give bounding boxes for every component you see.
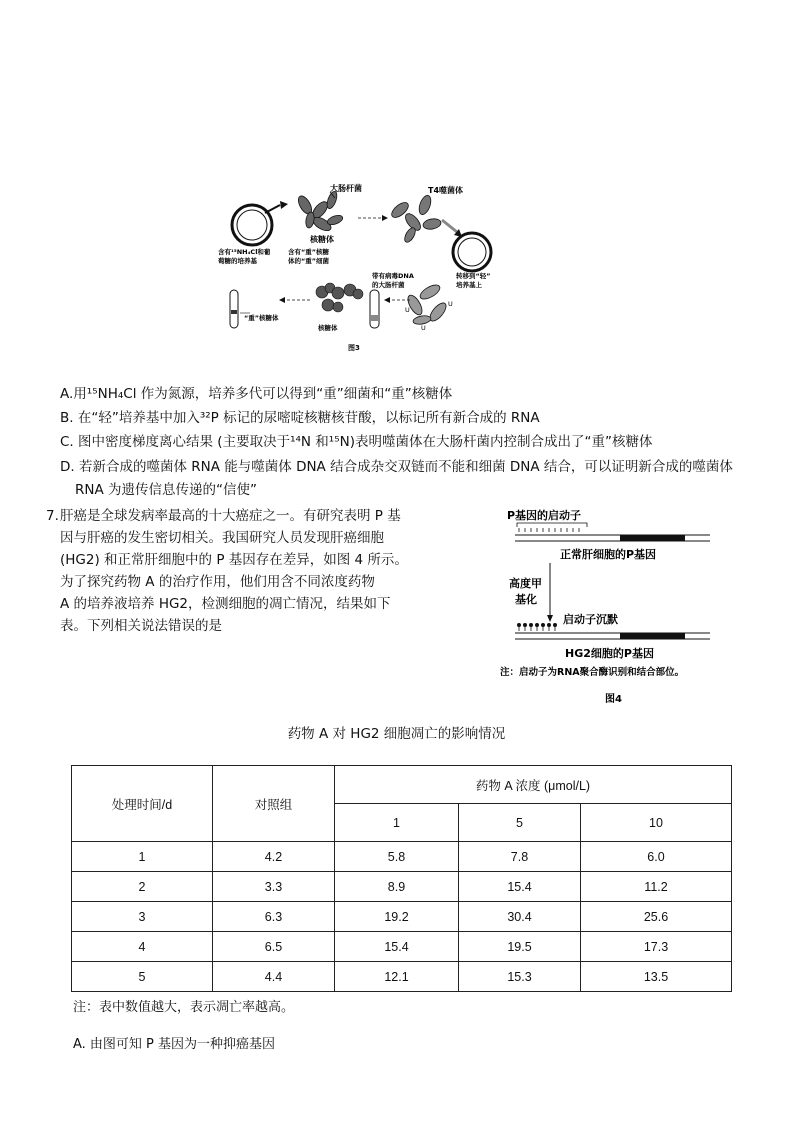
q7-line: A 的培养液培养 HG2，检测细胞的凋亡情况，结果如下 (60, 596, 391, 612)
fig3-label-infected-2: 的大肠杆菌 (372, 281, 405, 289)
q7-line: 因与肝癌的发生密切相关。我国研究人员发现肝癌细胞 (60, 530, 384, 546)
table-cell: 25.6 (581, 902, 732, 932)
option-a: A.用¹⁵NH₄Cl 作为氮源，培养多代可以得到“重”细菌和“重”核糖体 (60, 386, 453, 402)
fig3-label-medium-2: 萄糖的培养基 (218, 257, 257, 265)
table-header-conc: 5 (459, 804, 581, 842)
fig3-label-medium-1: 含有¹⁵NH₄Cl和葡 (218, 248, 271, 256)
fig3-caption: 图3 (348, 344, 360, 352)
table-header-time: 处理时间/d (72, 766, 213, 842)
fig4-promoter-label: P基因的启动子 (507, 509, 582, 522)
fig3-label-transfer-2: 培养基上 (456, 281, 482, 289)
table-row (72, 872, 732, 902)
bacteria-cluster-icon (296, 190, 344, 233)
table-cell: 30.4 (459, 902, 581, 932)
table-row (72, 842, 732, 872)
phage-infection-icon (389, 194, 442, 244)
table-cell: 17.3 (581, 932, 732, 962)
q7-line: 表。下列相关说法错误的是 (60, 618, 222, 634)
fig4-normal-label: 正常肝细胞的P基因 (560, 548, 657, 561)
fig4-hg2-label: HG2细胞的P基因 (565, 647, 654, 660)
petri-dish-icon (232, 205, 272, 245)
table-header-conc: 10 (581, 804, 732, 842)
test-tube-icon (370, 290, 379, 328)
fig3-label-heavy-2: 体的“重”细菌 (288, 257, 330, 265)
option-c: C. 图中密度梯度离心结果 (主要取决于¹⁴N 和¹⁵N)表明噬菌体在大肠杆菌内控制合成出了“重”核糖体 (60, 434, 653, 450)
fig3-label-t4: T4噬菌体 (428, 186, 464, 195)
fig3-label-ecoli: 大肠杆菌 (330, 184, 362, 193)
petri-dish-icon (453, 233, 491, 271)
figure-4-diagram (495, 505, 755, 710)
fig4-methyl-label-2: 基化 (515, 593, 537, 606)
table-note: 注：表中数值越大，表示凋亡率越高。 (73, 1000, 295, 1015)
table-cell: 4 (72, 932, 213, 962)
table-cell: 5.8 (335, 842, 459, 872)
table-cell: 1 (72, 842, 213, 872)
table-cell: 12.1 (335, 962, 459, 992)
fig3-label-ribosome-2: 核糖体 (318, 324, 338, 332)
table-row (72, 932, 732, 962)
fig4-methyl-label-1: 高度甲 (509, 577, 542, 590)
question-7 (46, 505, 416, 637)
option-b: B. 在“轻”培养基中加入³²P 标记的尿嘧啶核糖核苷酸，以标记所有新合成的 RNA (60, 410, 540, 426)
table-cell: 15.4 (459, 872, 581, 902)
table-cell: 3.3 (213, 872, 335, 902)
test-tube-icon (230, 290, 238, 328)
option-d: D. 若新合成的噬菌体 RNA 能与噬菌体 DNA 结合成杂交双链而不能和细菌 DNA 结合，可以证明新合成的噬菌体 (60, 459, 733, 475)
table-cell: 8.9 (335, 872, 459, 902)
answer-option-a: A. 由图可知 P 基因为一种抑癌基因 (73, 1037, 276, 1052)
ribosome-cluster-icon (316, 283, 363, 312)
fig4-note: 注：启动子为RNA聚合酶识别和结合部位。 (500, 667, 685, 678)
option-d-cont: RNA 为遗传信息传递的“信使” (75, 482, 257, 498)
q7-line: (HG2) 和正常肝细胞中的 P 基因存在差异，如图 4 所示。 (60, 552, 408, 568)
table-cell: 7.8 (459, 842, 581, 872)
fig4-silence-label: 启动子沉默 (563, 613, 618, 626)
fig3-label-heavy-1: 含有“重”核糖 (288, 248, 330, 256)
table-cell: 19.5 (459, 932, 581, 962)
table-title: 药物 A 对 HG2 细胞凋亡的影响情况 (287, 726, 506, 742)
table-cell: 2 (72, 872, 213, 902)
fig3-label-u: U (421, 324, 426, 332)
table-cell: 4.2 (213, 842, 335, 872)
table-cell: 19.2 (335, 902, 459, 932)
table-row (72, 902, 732, 932)
table-cell: 15.3 (459, 962, 581, 992)
table-header-conc: 1 (335, 804, 459, 842)
table-cell: 4.4 (213, 962, 335, 992)
table-cell: 6.5 (213, 932, 335, 962)
table-cell: 6.3 (213, 902, 335, 932)
table-cell: 5 (72, 962, 213, 992)
table-row (72, 962, 732, 992)
table-cell: 13.5 (581, 962, 732, 992)
table-header-control: 对照组 (213, 766, 335, 842)
table-cell: 11.2 (581, 872, 732, 902)
fig3-label-heavy-ribosome: “重”核糖体 (244, 314, 279, 322)
q7-line: 为了探究药物 A 的治疗作用，他们用含不同浓度药物 (60, 574, 375, 590)
fig3-label-u: U (405, 306, 410, 314)
fig3-label-transfer-1: 转移到“轻” (456, 272, 491, 280)
table-cell: 6.0 (581, 842, 732, 872)
table-cell: 3 (72, 902, 213, 932)
fig3-label-ribosome: 核糖体 (310, 235, 334, 244)
figure-3-diagram (210, 180, 510, 355)
question-number: 7. (46, 508, 59, 524)
data-table (71, 765, 732, 992)
normal-p-gene-icon (515, 528, 710, 541)
fig3-label-infected-1: 带有病毒DNA (372, 272, 414, 280)
fig3-label-u: U (448, 300, 453, 308)
fig4-caption: 图4 (605, 694, 622, 705)
q7-line: 肝癌是全球发病率最高的十大癌症之一。有研究表明 P 基 (60, 508, 401, 524)
table-cell: 15.4 (335, 932, 459, 962)
infected-bacteria-icon (405, 282, 449, 325)
table-header-drug: 药物 A 浓度 (μmol/L) (335, 766, 732, 804)
